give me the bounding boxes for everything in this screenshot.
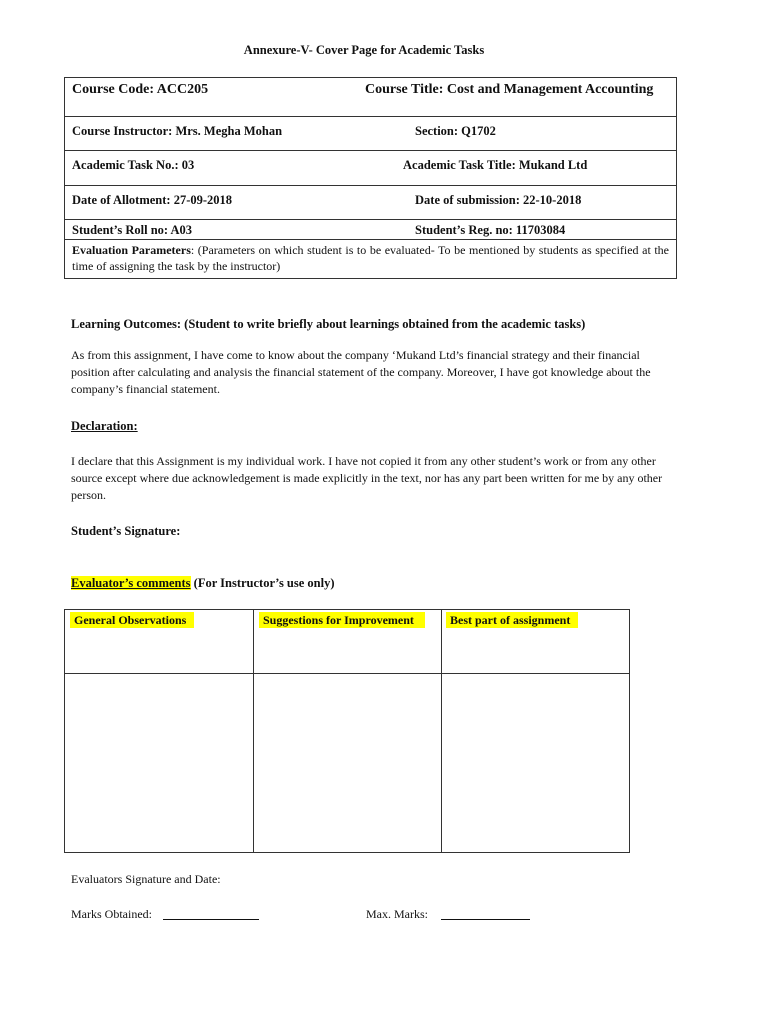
evaluation-parameters-label: Evaluation Parameters — [72, 243, 191, 257]
evaluation-parameters-text: : (Parameters on which student is to be evaluated- To be mentioned by students as specified at the time of assigning the task by the instructor) — [72, 243, 670, 273]
task-number: Academic Task No.: 03 — [72, 158, 195, 172]
learning-outcomes-heading: Learning Outcomes: (Student to write briefly about learnings obtained from the academic tasks) — [71, 317, 586, 331]
date-of-allotment: Date of Allotment: 27-09-2018 — [72, 193, 233, 207]
course-info-table — [64, 77, 677, 279]
page-title: Annexure-V- Cover Page for Academic Tasks — [243, 43, 485, 57]
declaration-text: I declare that this Assignment is my individual work. I have not copied it from any other student’s work or from any other source except where due acknowledgement is made explicitly in the text, nor has any part been written for me by any other person. — [71, 454, 663, 502]
evaluator-comments-note: (For Instructor’s use only) — [190, 576, 335, 590]
max-marks-label: Max. Marks: — [366, 907, 428, 921]
student-row — [65, 220, 676, 240]
course-row — [65, 78, 676, 117]
max-marks-line — [441, 918, 530, 920]
marks-obtained-line — [163, 918, 259, 920]
instructor-row — [65, 117, 676, 151]
evaluation-parameters — [72, 242, 669, 274]
course-title: Course Title: Cost and Management Accounting — [365, 82, 654, 97]
task-row — [65, 151, 676, 186]
date-of-submission: Date of submission: 22-10-2018 — [415, 193, 582, 207]
evaluator-comments-table — [64, 609, 630, 853]
evaluation-parameters-row — [65, 240, 676, 278]
course-code: Course Code: ACC205 — [72, 82, 209, 97]
general-observations-header: General Observations — [70, 612, 194, 628]
column-divider — [441, 610, 442, 852]
task-title: Academic Task Title: Mukand Ltd — [403, 158, 588, 172]
evaluator-signature-label: Evaluators Signature and Date: — [71, 872, 221, 886]
course-instructor: Course Instructor: Mrs. Megha Mohan — [72, 124, 283, 138]
column-divider — [253, 610, 254, 852]
marks-obtained-label: Marks Obtained: — [71, 907, 152, 921]
section: Section: Q1702 — [415, 124, 496, 138]
dates-row — [65, 186, 676, 220]
student-signature-label: Student’s Signature: — [71, 524, 181, 538]
evaluator-comments-heading — [71, 576, 335, 591]
best-part-header: Best part of assignment — [446, 612, 578, 628]
roll-number: Student’s Roll no: A03 — [72, 223, 193, 237]
registration-number: Student’s Reg. no: 11703084 — [415, 223, 566, 237]
declaration-heading: Declaration: — [71, 419, 138, 433]
evaluator-comments-highlight: Evaluator’s comments — [71, 576, 191, 590]
suggestions-header: Suggestions for Improvement — [259, 612, 425, 628]
learning-outcomes-text: As from this assignment, I have come to know about the company ‘Mukand Ltd’s financial strategy and their financial position after calculating and analysis the financial statement of the company. Moreover, I have got knowledge about the company’s financial statement. — [71, 348, 651, 396]
header-divider — [65, 673, 629, 674]
